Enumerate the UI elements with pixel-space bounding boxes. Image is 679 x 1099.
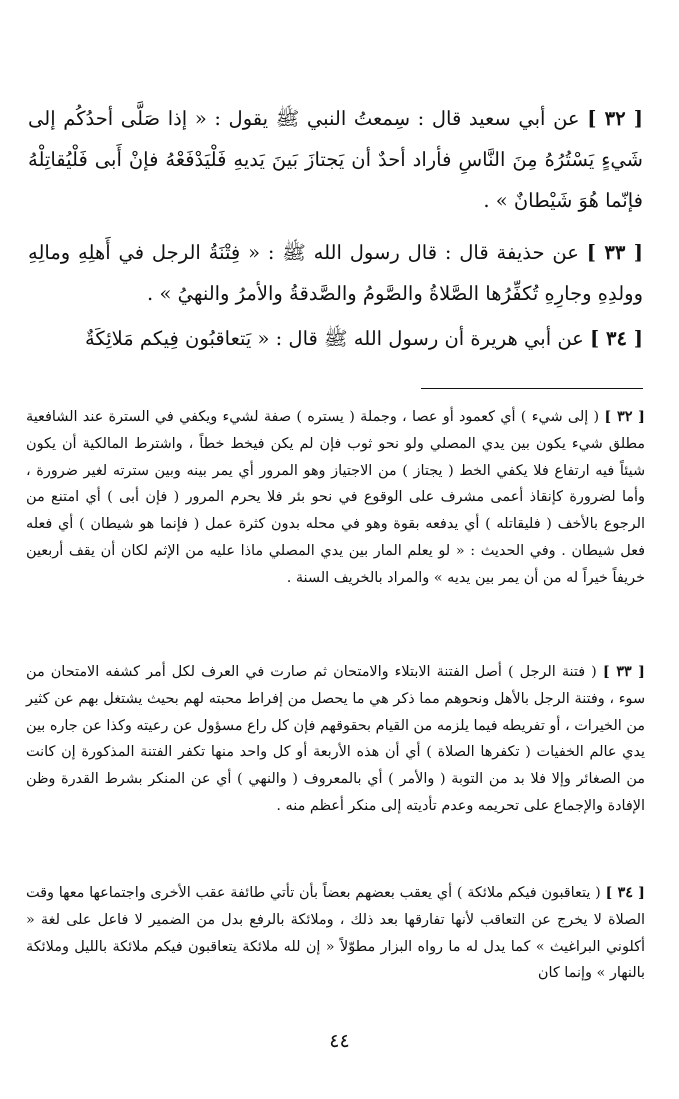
hadith-34 (28, 318, 643, 359)
footnote-number: [ ٣٢ ] (604, 408, 645, 425)
page-number: ٤٤ (329, 1030, 350, 1052)
hadith-text: عن أبي سعيد قال : سِمعتُ النبي ﷺ يقول : « إذا صَلَّى أحدُكُم إلى شَيءٍ يَسْتُرُهُ مِنَ النَّاسِ فأراد أحدٌ أن يَجتازَ بَينَ يَديهِ فَلْيَدْفَعْهُ فإنْ أَبى فَلْيُقاتِلْهُ فإنّما هُوَ شَيْطانٌ » . (28, 107, 643, 212)
footnote-number: [ ٣٣ ] (602, 663, 645, 680)
hadith-number: [ ٣٤ ] (590, 327, 643, 350)
hadith-text: عن أبي هريرة أن رسول الله ﷺ قال : « يَتعاقبُون فِيكم مَلائِكَةٌ (84, 327, 584, 350)
footnote-text: ( فتنة الرجل ) أصل الفتنة الابتلاء والامتحان ثم صارت في العرف لكل أمر كشفه الامتحان من سوء ، وفتنة الرجل بالأهل ونحوهم مما ذكر هي ما يحصل من إفراط محبته لهم بحيث يشتغل بهم عن كثير من الخيرات ، أو تفريطه فيما يلزمه من القيام بحقوقهم فإن كل راع مسؤول عن رعيته وكذا عن جاره بين يدي عالم الخفيات ( تكفرها الصلاة ) أي أن هذه الأربعة أو كل واحد منها تكفر الفتنة المذكورة إن كانت من الصغائر وإلا فلا بد من التوبة ( والأمر ) أي بالمعروف ( والنهي ) أي عن المنكر بشرط القدرة وظن الإفادة والإجماع على تحريمه وعدم تأديته إلى منكر أعظم منه . (26, 664, 645, 814)
hadith-32 (28, 98, 643, 221)
footnote-32 (26, 404, 645, 592)
footnote-number: [ ٣٤ ] (605, 884, 645, 901)
footnote-divider (421, 388, 643, 389)
footnote-text: ( إلى شيء ) أي كعمود أو عصا ، وجملة ( يستره ) صفة لشيء ويكفي في السترة عند الشافعية مطلق شيء يكون بين يدي المصلي ولو نحو ثوب فإن لم يكن فيخط خطاً ، واشترط المالكية أن يكون شيئاً فيه ارتفاع فلا يكفي الخط ( يجتاز ) من الاجتياز وهو المرور أي يمر بينه وبين سترته لغير ضرورة ، وأما لضرورة كإنقاذ أعمى مشرف على الوقوع في نحو بئر فلا يحرم المرور ( فإن أبى ) أي امتنع من الرجوع بالأخف ( فليقاتله ) أي يدفعه بقوة وهو في محله بدون كثرة عمل ( فإنما هو شيطان ) أي فعله فعل شيطان . وفي الحديث : « لو يعلم المار بين يدي المصلي ماذا عليه من الإثم لكان أن يقف أربعين خريفاً خيراً له من أن يمر بين يديه » والمراد بالخريف السنة . (26, 409, 645, 586)
hadith-number: [ ٣٣ ] (586, 241, 643, 264)
footnote-text: ( يتعاقبون فيكم ملائكة ) أي يعقب بعضهم بعضاً بأن تأتي طائفة عقب الأخرى واجتماعها معها وقت الصلاة لا يخرج عن التعاقب لأنها تفارقها بعد ذلك ، وملائكة بالرفع بدل من الضمير لا فاعل على لغة « أكلوني البراغيث » كما يدل له ما رواه البزار مطوّلاً « إن لله ملائكة يتعاقبون فيكم ملائكة بالليل وملائكة بالنهار » وإنما كان (26, 885, 645, 982)
footnote-34 (26, 880, 645, 987)
hadith-text: عن حذيفة قال : قال رسول الله ﷺ : « فِتْنَةُ الرجل في أَهلِهِ ومالِهِ وولدِهِ وجارِهِ تُكفِّرُها الصَّلاةُ والصَّومُ والصَّدقةُ والأمرُ والنهيُ » . (28, 241, 643, 305)
footnote-33 (26, 659, 645, 820)
hadith-number: [ ٣٢ ] (587, 107, 644, 130)
hadith-33 (28, 232, 643, 314)
